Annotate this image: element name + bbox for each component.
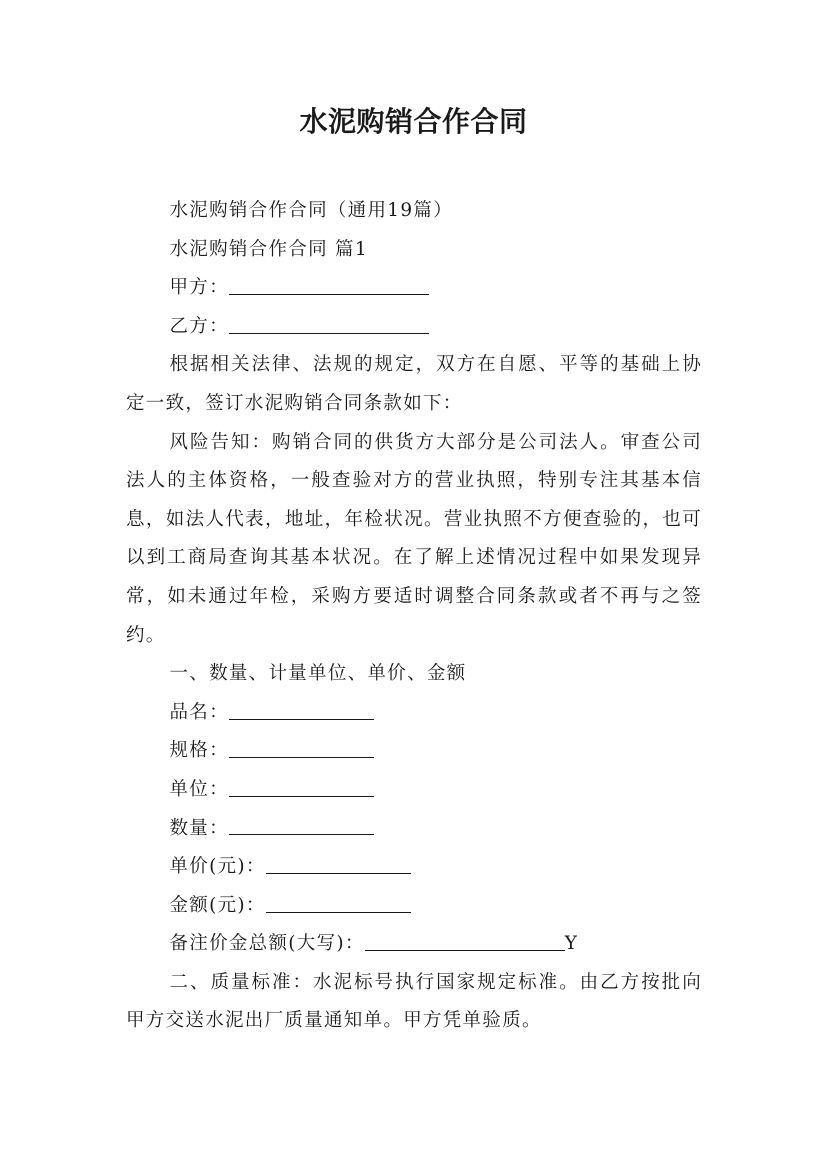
section1-heading: 一、数量、计量单位、单价、金额: [169, 663, 467, 685]
section2-paragraph: 二、质量标准：水泥标号执行国家规定标准。由乙方按批向甲方交送水泥出厂质量通知单。甲方凭单验质。: [126, 971, 702, 1032]
party-a-label: 甲方：: [169, 277, 229, 299]
intro-title: 水泥购销合作合同（通用19篇）: [169, 200, 454, 221]
amount-line: [126, 887, 702, 926]
party-b-line: [126, 308, 702, 347]
party-b-blank: [229, 316, 429, 334]
unit-blank: [229, 779, 374, 797]
unit-price-label: 单价(元)：: [169, 856, 266, 878]
total-label: 备注价金总额(大写)：: [169, 933, 365, 955]
party-b-label: 乙方：: [169, 315, 229, 337]
unit-label: 单位：: [169, 778, 229, 800]
unit-price-blank: [266, 856, 411, 874]
preamble-paragraph: 根据相关法律、法规的规定，双方在自愿、平等的基础上协定一致，签订水泥购销合同条款如下：: [126, 354, 702, 414]
document-title: 水泥购销合作合同: [299, 105, 528, 138]
quantity-blank: [229, 818, 374, 836]
spec-blank: [229, 741, 374, 759]
unit-price-line: [126, 848, 702, 887]
document-body: [126, 192, 702, 1041]
product-name-label: 品名：: [169, 701, 229, 723]
amount-blank: [266, 895, 411, 913]
unit-line: [126, 771, 702, 810]
article-heading: 水泥购销合作合同 篇1: [169, 238, 368, 260]
party-a-blank: [229, 277, 429, 295]
total-line: [126, 925, 702, 964]
risk-notice-paragraph: 风险告知：购销合同的供货方大部分是公司法人。审查公司法人的主体资格，一般查验对方的营业执照，特别专注其基本信息，如法人代表，地址，年检状况。营业执照不方便查验的，也可以到工商局查询其基本状况。在了解上述情况过程中如果发现异常，如未通过年检，采购方要适时调整合同条款或者不再与之签约。: [126, 431, 702, 646]
quantity-line: [126, 810, 702, 849]
party-a-line: [126, 269, 702, 308]
total-blank: [365, 933, 565, 951]
product-name-line: [126, 694, 702, 733]
product-name-blank: [229, 702, 374, 720]
total-currency: Y: [564, 933, 579, 955]
spec-label: 规格：: [169, 740, 229, 762]
quantity-label: 数量：: [169, 817, 229, 839]
spec-line: [126, 732, 702, 771]
amount-label: 金额(元)：: [169, 894, 266, 916]
